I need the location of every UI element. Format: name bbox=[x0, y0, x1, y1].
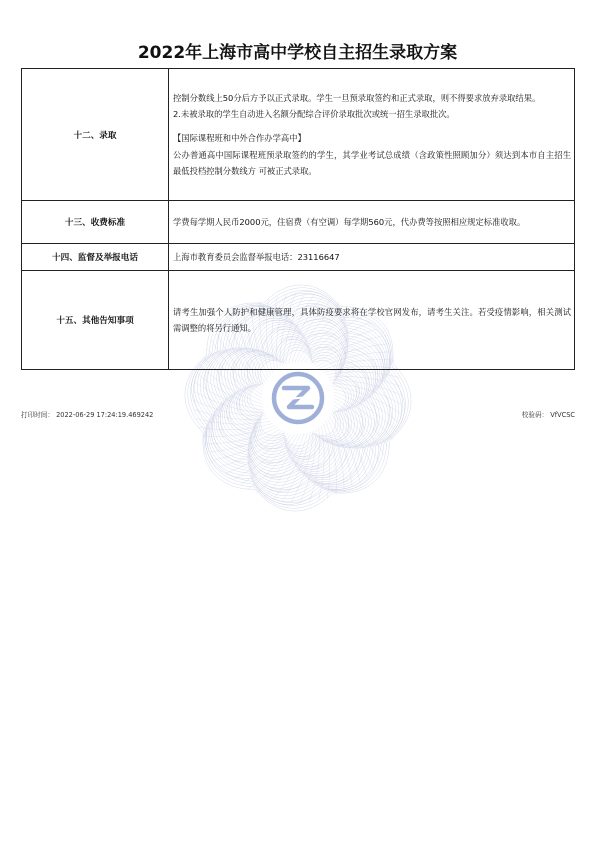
verify-code: 校验码： VfVCSC bbox=[521, 411, 575, 419]
row-content bbox=[169, 69, 575, 201]
row-content bbox=[169, 244, 575, 271]
row-content bbox=[169, 271, 575, 370]
table-row-fees bbox=[22, 201, 575, 244]
admission-plan-table bbox=[21, 68, 575, 370]
content-paragraph: 学费每学期人民币2000元，住宿费（有空调）每学期560元，代办费等按照相应规定标准收取。 bbox=[173, 216, 526, 227]
table-row-hotline bbox=[22, 244, 575, 271]
row-content bbox=[169, 201, 575, 244]
content-paragraph: 控制分数线上50分后方予以正式录取。学生一旦预录取签约和正式录取，则不得要求放弃录取结果。 bbox=[173, 92, 541, 103]
row-label: 十二、录取 bbox=[22, 69, 169, 201]
row-label: 十四、监督及举报电话 bbox=[22, 244, 169, 271]
table-row-admission bbox=[22, 69, 575, 201]
print-time: 打印时间： 2022-06-29 17:24:19.469242 bbox=[21, 411, 154, 419]
document-title: 2022年上海市高中学校自主招生录取方案 bbox=[137, 43, 458, 63]
table-row-other-notices bbox=[22, 271, 575, 370]
content-paragraph: 公办普通高中国际课程班预录取签约的学生，其学业考试总成绩（含政策性照顾加分）须达到本市自主招生最低投档控制分数线方 可被正式录取。 bbox=[173, 149, 571, 176]
row-label: 十三、收费标准 bbox=[22, 201, 169, 244]
content-paragraph: 上海市教育委员会监督举报电话：23116647 bbox=[173, 251, 340, 262]
content-paragraph: 2.未被录取的学生自动进入名额分配综合评价录取批次或统一招生录取批次。 bbox=[173, 109, 455, 120]
content-paragraph: 请考生加强个人防护和健康管理，具体防疫要求将在学校官网发布，请考生关注。若受疫情影响，相关测试需调整的将另行通知。 bbox=[173, 306, 571, 333]
content-paragraph: 【国际课程班和中外合作办学高中】 bbox=[173, 133, 306, 144]
logo-emblem-icon bbox=[274, 374, 322, 422]
row-label: 十五、其他告知事项 bbox=[22, 271, 169, 370]
